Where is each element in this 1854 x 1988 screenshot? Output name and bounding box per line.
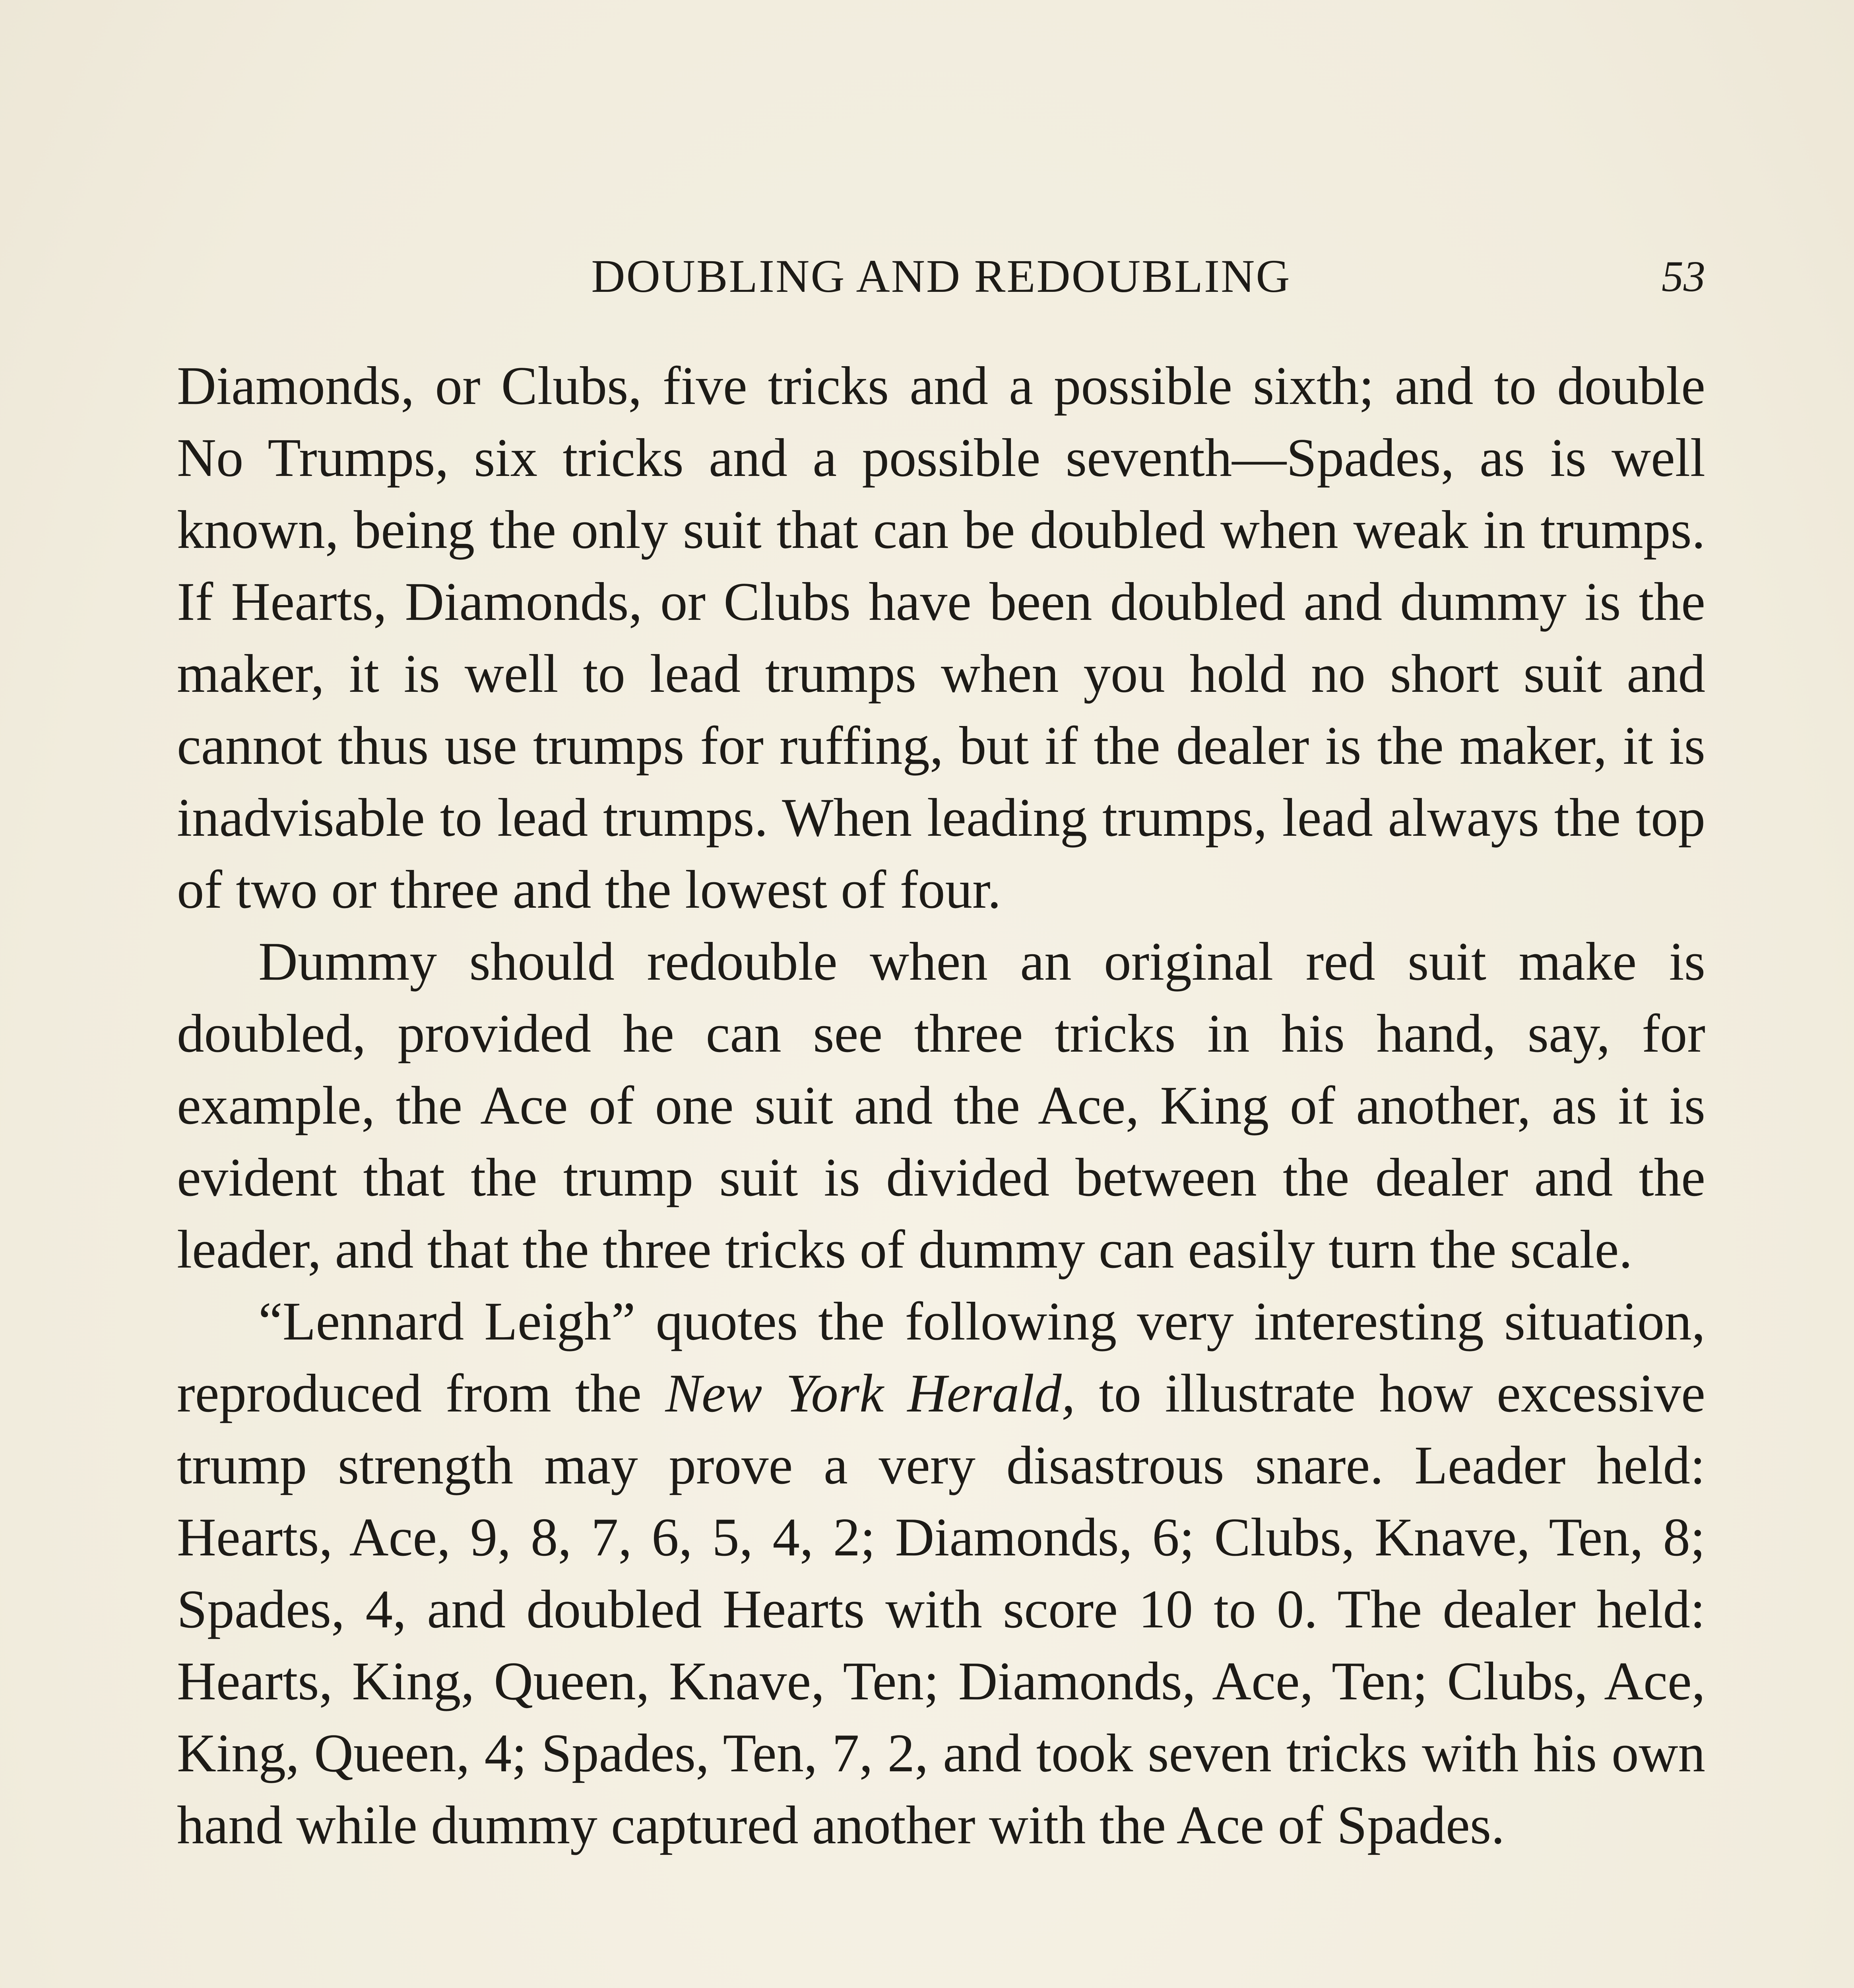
running-head [177,243,1705,310]
paragraph-3 [177,1285,1705,1861]
paragraph-3-text-a: “Lennard Leigh” quotes the following very interesting situation, reproduced from the [177,1291,1705,1423]
body-text [177,350,1705,1861]
running-title: DOUBLING AND REDOUBLING [591,250,1291,302]
paragraph-2: Dummy should redouble when an original red suit make is doubled, provided he can see three tricks in his hand, say, for example, the Ace of one suit and the Ace, King of another, as it is evident that the trump suit is divided between the dealer and the leader, and that the three tricks of dummy can easily turn the scale. [177,931,1705,1279]
paragraph-1: Diamonds, or Clubs, five tricks and a possible sixth; and to double No Trumps, six tricks and a possible seventh—Spades, as is well known, being the only suit that can be doubled when weak in trumps. If Hearts, Diamonds, or Clubs have been doubled and dummy is the maker, it is well to lead trumps when you hold no short suit and cannot thus use trumps for ruffing, but if the dealer is the maker, it is inadvisable to lead trumps. When leading trumps, lead always the top of two or three and the lowest of four. [177,355,1705,920]
paragraph-3-text-b: to illustrate how excessive trump strength may prove a very disastrous snare. Leader held: Hearts, Ace, 9, 8, 7, 6, 5, 4, 2; Diamonds, 6; Clubs, Knave, Ten, 8; Spades, 4, and doubled Hearts with score 10 to 0. The dealer held: Hearts, King, Queen, Knave, Ten; Diamonds, Ace, Ten; Clubs, Ace, King, Queen, 4; Spades, Ten, 7, 2, and took seven tricks with his own hand while dummy captured another with the Ace of Spades. [177,1363,1705,1855]
newspaper-title: New York Herald, [665,1363,1075,1423]
page-number: 53 [1662,252,1705,301]
